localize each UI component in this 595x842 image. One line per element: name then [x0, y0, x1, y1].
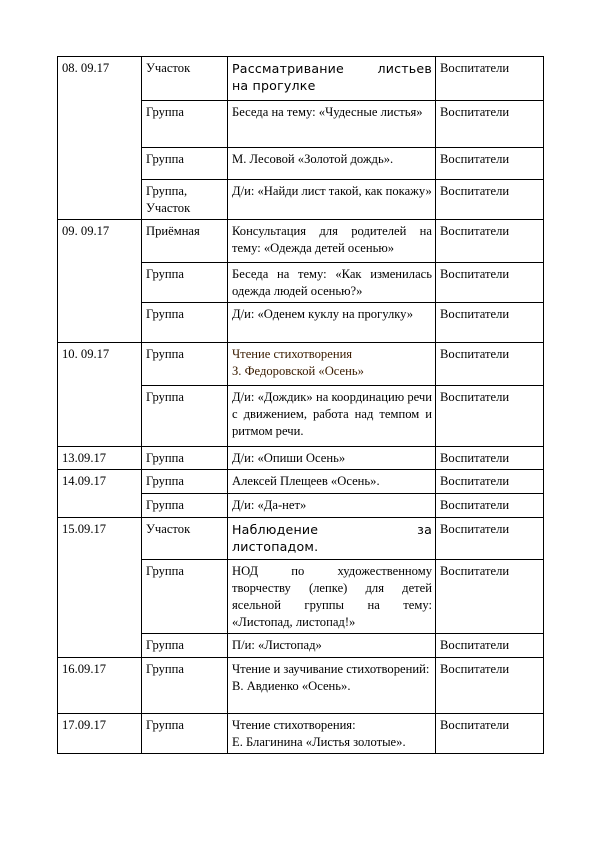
- table-row: [58, 658, 544, 714]
- place-cell: Группа: [142, 447, 228, 470]
- activity-cell: [228, 263, 436, 303]
- place-cell: Группа: [142, 148, 228, 180]
- place-cell: Группа: [142, 303, 228, 343]
- activity-cell: [228, 714, 436, 754]
- date-cell: 10. 09.17: [58, 343, 142, 447]
- activity-cell: [228, 494, 436, 518]
- activity-text: П/и: «Листопад»: [232, 638, 322, 652]
- activity-cell: [228, 303, 436, 343]
- activity-text: Е. Благинина «Листья золотые».: [232, 735, 406, 749]
- activity-cell: [228, 658, 436, 714]
- responsible-cell: Воспитатели: [436, 494, 544, 518]
- table-row: [58, 220, 544, 263]
- date-cell: 14.09.17: [58, 470, 142, 518]
- activity-cell: [228, 57, 436, 101]
- place-cell: Группа: [142, 101, 228, 148]
- responsible-cell: Воспитатели: [436, 343, 544, 386]
- date-cell: 09. 09.17: [58, 220, 142, 343]
- activity-text: Д/и: «Опиши Осень»: [232, 451, 346, 465]
- activity-cell: [228, 386, 436, 447]
- activity-text: Д/и: «Оденем куклу на прогулку»: [232, 307, 414, 321]
- table-row: [58, 447, 544, 470]
- activity-cell: [228, 148, 436, 180]
- date-cell: 17.09.17: [58, 714, 142, 754]
- table-row: [58, 518, 544, 560]
- place-cell: Участок: [142, 57, 228, 101]
- responsible-cell: Воспитатели: [436, 634, 544, 658]
- place-cell: Группа: [142, 343, 228, 386]
- activity-text: Чтение стихотворения:: [232, 718, 356, 732]
- activity-cell: [228, 220, 436, 263]
- activity-text: НОД по художественному творчеству (лепке) для детей ясельной группы на тему: «Листопад, листопад!»: [232, 564, 432, 629]
- activity-text: Чтение стихотворения: [232, 347, 353, 361]
- activity-cell: [228, 180, 436, 220]
- responsible-cell: Воспитатели: [436, 386, 544, 447]
- table-row: [58, 714, 544, 754]
- responsible-cell: Воспитатели: [436, 447, 544, 470]
- table-row: [58, 470, 544, 494]
- activity-text: Консультация для родителей на тему: «Одежда детей осенью»: [232, 224, 432, 255]
- activity-cell: [228, 447, 436, 470]
- place-cell: Группа: [142, 658, 228, 714]
- place-cell: Группа: [142, 470, 228, 494]
- responsible-cell: Воспитатели: [436, 180, 544, 220]
- responsible-cell: Воспитатели: [436, 560, 544, 634]
- place-cell: Группа: [142, 263, 228, 303]
- responsible-cell: Воспитатели: [436, 101, 544, 148]
- date-cell: 13.09.17: [58, 447, 142, 470]
- place-cell: Группа: [142, 494, 228, 518]
- responsible-cell: Воспитатели: [436, 658, 544, 714]
- place-cell: Группа, Участок: [142, 180, 228, 220]
- activity-text: листопадом.: [232, 539, 319, 554]
- responsible-cell: Воспитатели: [436, 57, 544, 101]
- activity-text: Беседа на тему: «Как изменилась одежда людей осенью?»: [232, 267, 432, 298]
- activity-text: З. Федоровской «Осень»: [232, 364, 364, 378]
- responsible-cell: Воспитатели: [436, 470, 544, 494]
- activity-text: Чтение и заучивание стихотворений:: [232, 662, 430, 676]
- responsible-cell: Воспитатели: [436, 263, 544, 303]
- activity-text: В. Авдиенко «Осень».: [232, 679, 351, 693]
- activity-text: Рассматривание листьев: [232, 61, 432, 76]
- place-cell: Группа: [142, 386, 228, 447]
- responsible-cell: Воспитатели: [436, 303, 544, 343]
- place-cell: Группа: [142, 634, 228, 658]
- responsible-cell: Воспитатели: [436, 148, 544, 180]
- activity-cell: [228, 343, 436, 386]
- place-cell: Группа: [142, 714, 228, 754]
- responsible-cell: Воспитатели: [436, 714, 544, 754]
- activity-text: Алексей Плещеев «Осень».: [232, 474, 380, 488]
- table-row: [58, 343, 544, 386]
- activity-text: М. Лесовой «Золотой дождь».: [232, 152, 394, 166]
- activity-text: Д/и: «Дождик» на координацию речи с движением, работа над темпом и ритмом речи.: [232, 390, 432, 438]
- activity-cell: [228, 518, 436, 560]
- activity-cell: [228, 634, 436, 658]
- activity-text: на прогулке: [232, 78, 316, 93]
- date-cell: 08. 09.17: [58, 57, 142, 220]
- table-row: [58, 57, 544, 101]
- activity-cell: [228, 101, 436, 148]
- responsible-cell: Воспитатели: [436, 220, 544, 263]
- place-cell: Участок: [142, 518, 228, 560]
- place-cell: Приёмная: [142, 220, 228, 263]
- activity-text: Д/и: «Да-нет»: [232, 498, 307, 512]
- activity-cell: [228, 560, 436, 634]
- activity-text: Д/и: «Найди лист такой, как покажу»: [232, 184, 432, 198]
- schedule-body: [58, 57, 544, 754]
- activity-text: Наблюдение за: [232, 522, 432, 537]
- activity-text: Беседа на тему: «Чудесные листья»: [232, 105, 423, 119]
- date-cell: 15.09.17: [58, 518, 142, 658]
- place-cell: Группа: [142, 560, 228, 634]
- responsible-cell: Воспитатели: [436, 518, 544, 560]
- schedule-table: [57, 56, 544, 754]
- activity-cell: [228, 470, 436, 494]
- date-cell: 16.09.17: [58, 658, 142, 714]
